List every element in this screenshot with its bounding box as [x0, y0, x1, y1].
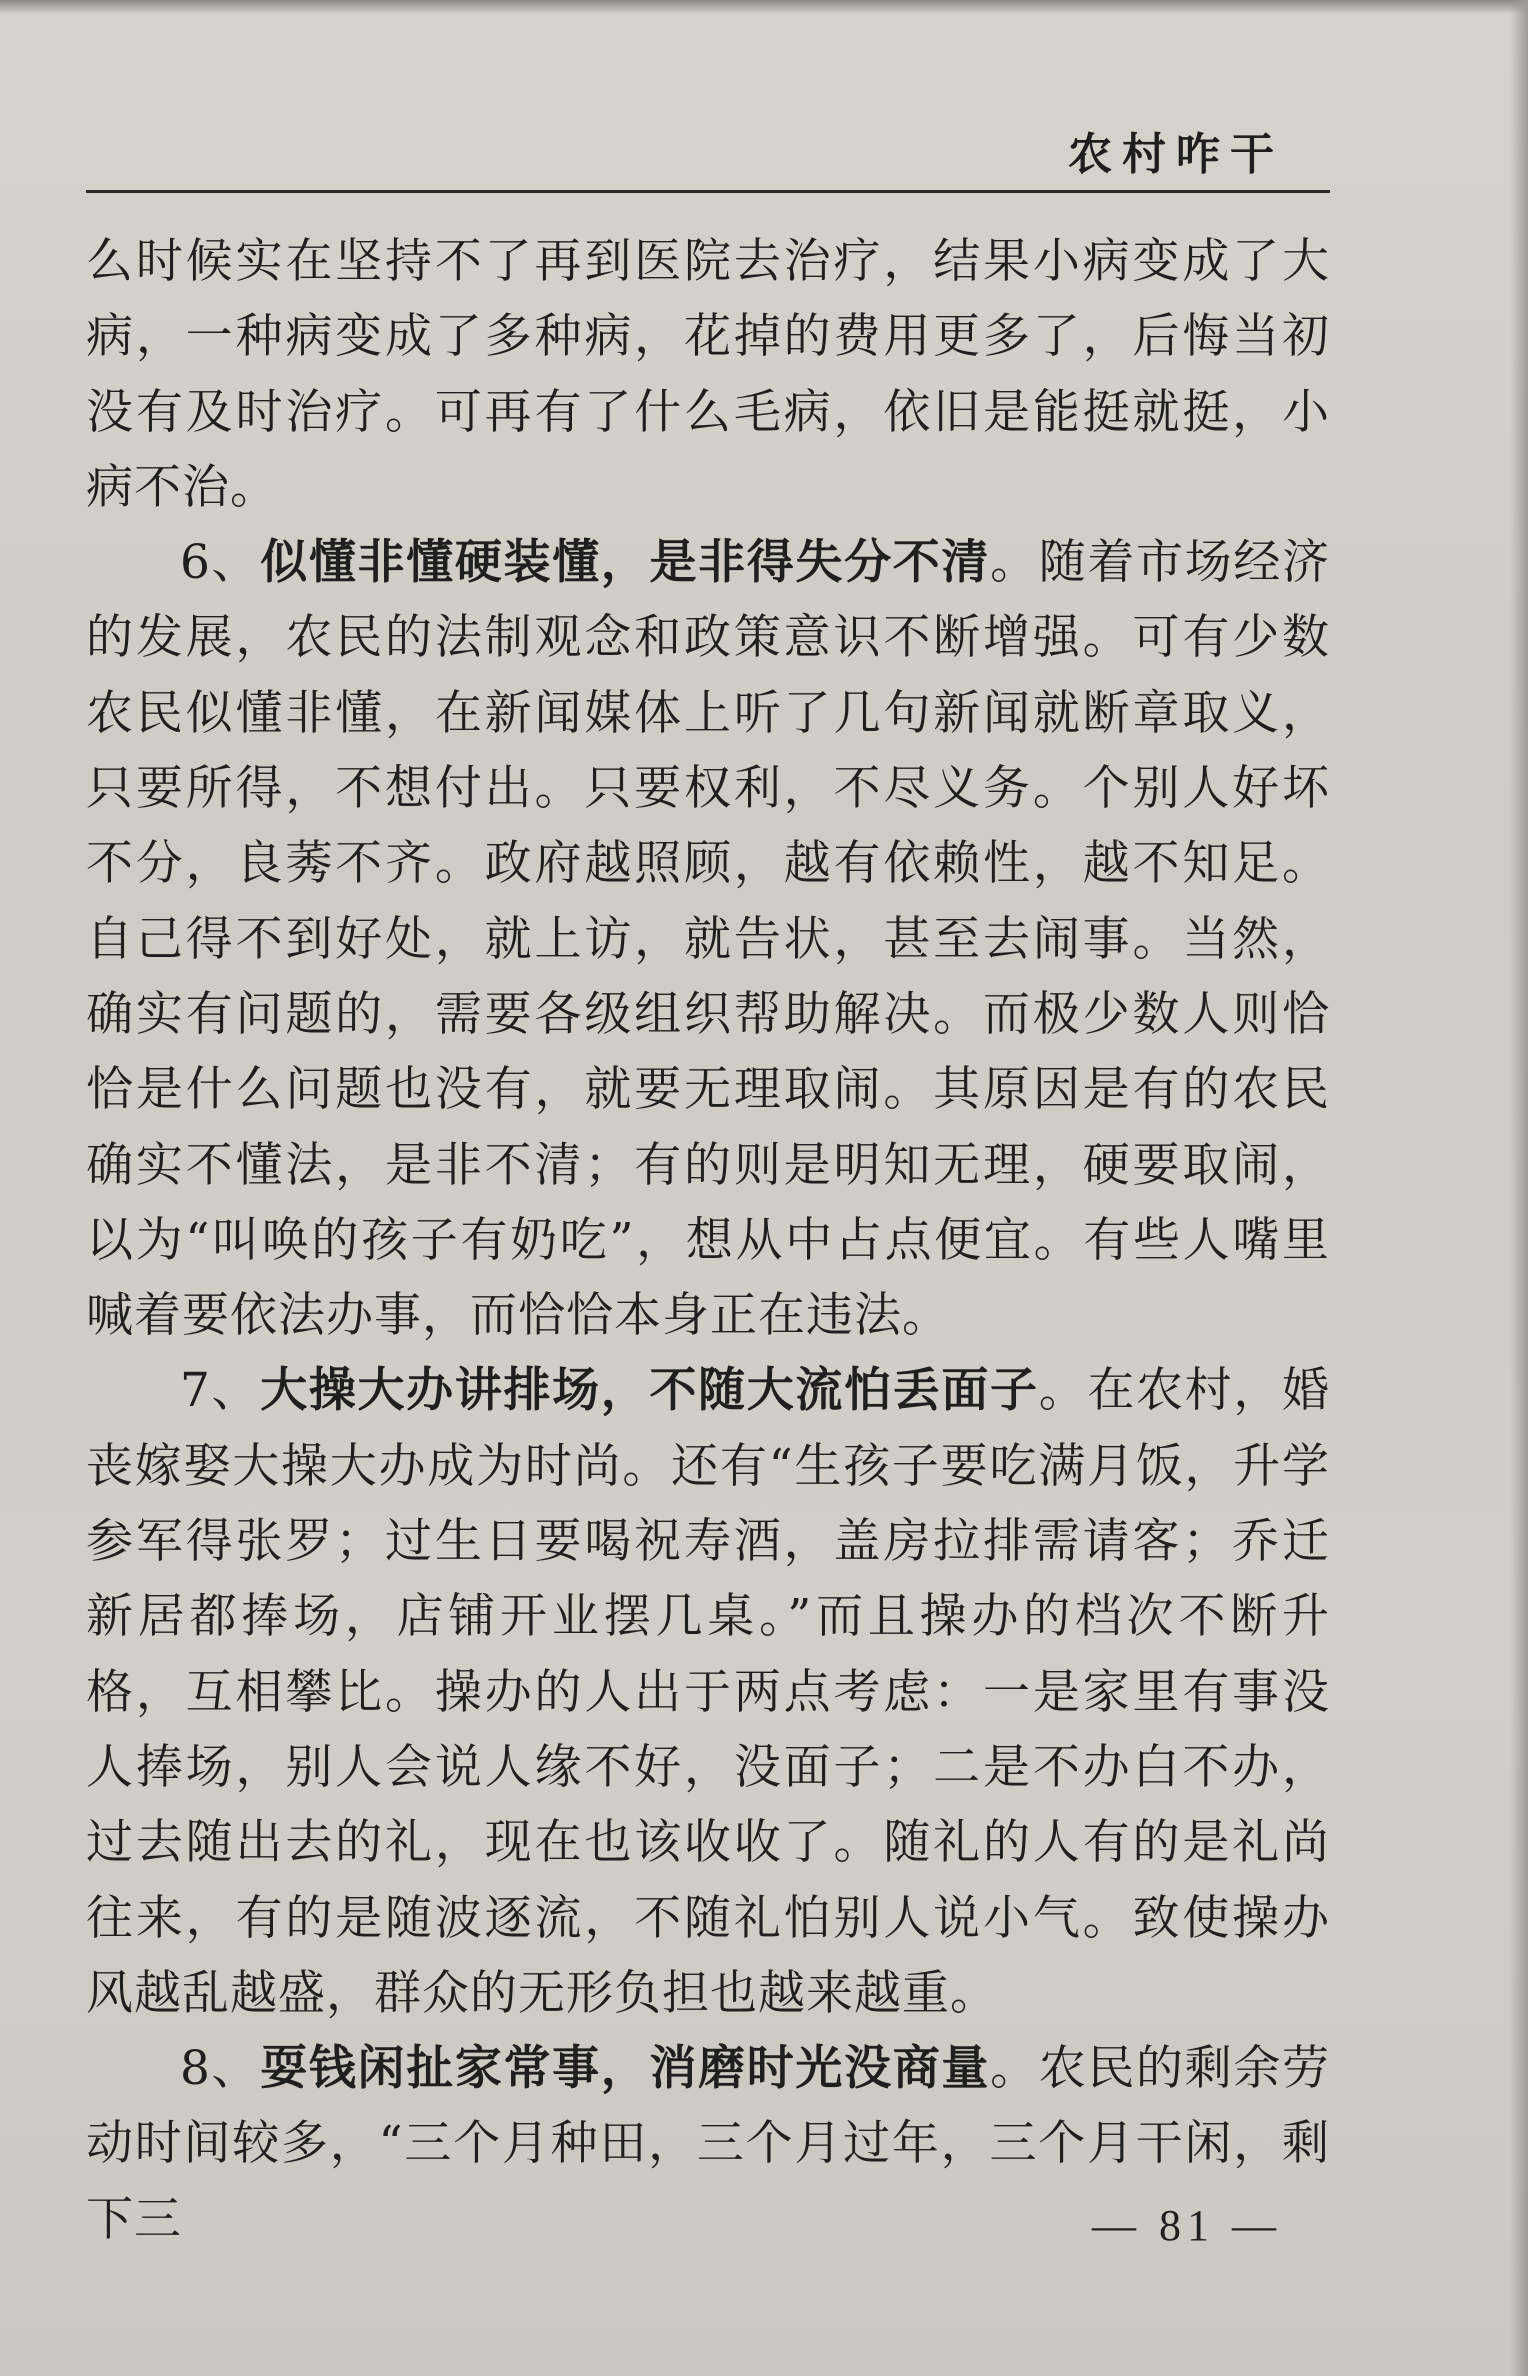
- item-number: 6、: [180, 535, 261, 591]
- paragraph-text: 么时候实在坚持不了再到医院去治疗，结果小病变成了大病，一种病变成了多种病，花掉的费用更多了，后悔当初没有及时治疗。可再有了什么毛病，依旧是能挺就挺，小病不治。: [86, 234, 1330, 515]
- item-number: 8、: [180, 2041, 261, 2097]
- page-shadow-top: [0, 0, 1528, 14]
- paragraph-item-7: [86, 1353, 1330, 2031]
- item-lead-heading: 大操大办讲排场，不随大流怕丢面子: [260, 1363, 1039, 1419]
- paragraph-text: 。随着市场经济的发展，农民的法制观念和政策意识不断增强。可有少数农民似懂非懂，在新闻媒体上听了几句新闻就断章取义，只要所得，不想付出。只要权利，不尽义务。个别人好坏不分，良莠不齐。政府越照顾，越有依赖性，越不知足。自己得不到好处，就上访，就告状，甚至去闹事。当然，确实有问题的，需要各级组织帮助解决。而极少数人则恰恰是什么问题也没有，就要无理取闹。其原因是有的农民确实不懂法，是非不清；有的则是明知无理，硬要取闹，以为“叫唤的孩子有奶吃”，想从中占点便宜。有些人嘴里喊着要依法办事，而恰恰本身正在违法。: [86, 535, 1330, 1344]
- header-rule: [86, 190, 1330, 193]
- paragraph-text: 。农民的剩余劳动时间较多，“三个月种田，三个月过年，三个月干闲，剩下三: [86, 2041, 1330, 2247]
- item-lead-heading: 耍钱闲扯家常事，消磨时光没商量: [260, 2041, 991, 2097]
- item-number: 7、: [180, 1363, 261, 1419]
- running-header-title: 农村咋干: [1068, 129, 1284, 180]
- item-lead-heading: 似懂非懂硬装懂，是非得失分不清: [260, 535, 991, 591]
- paragraph-item-6: [86, 525, 1330, 1353]
- page-number: — 81 —: [1092, 2201, 1282, 2250]
- paragraph-continued: [86, 224, 1330, 525]
- paragraph-text: 。在农村，婚丧嫁娶大操大办成为时尚。还有“生孩子要吃满月饭，升学参军得张罗；过生日要喝祝寿酒，盖房拉排需请客；乔迁新居都捧场，店铺开业摆几桌。”而且操办的档次不断升格，互相攀比。操办的人出于两点考虑：一是家里有事没人捧场，别人会说人缘不好，没面子；二是不办白不办，过去随出去的礼，现在也该收收了。随礼的人有的是礼尚往来，有的是随波逐流，不随礼怕别人说小气。致使操办风越乱越盛，群众的无形负担也越来越重。: [86, 1363, 1330, 2021]
- page-shadow-right: [1510, 0, 1528, 2376]
- body-text: [86, 224, 1330, 2257]
